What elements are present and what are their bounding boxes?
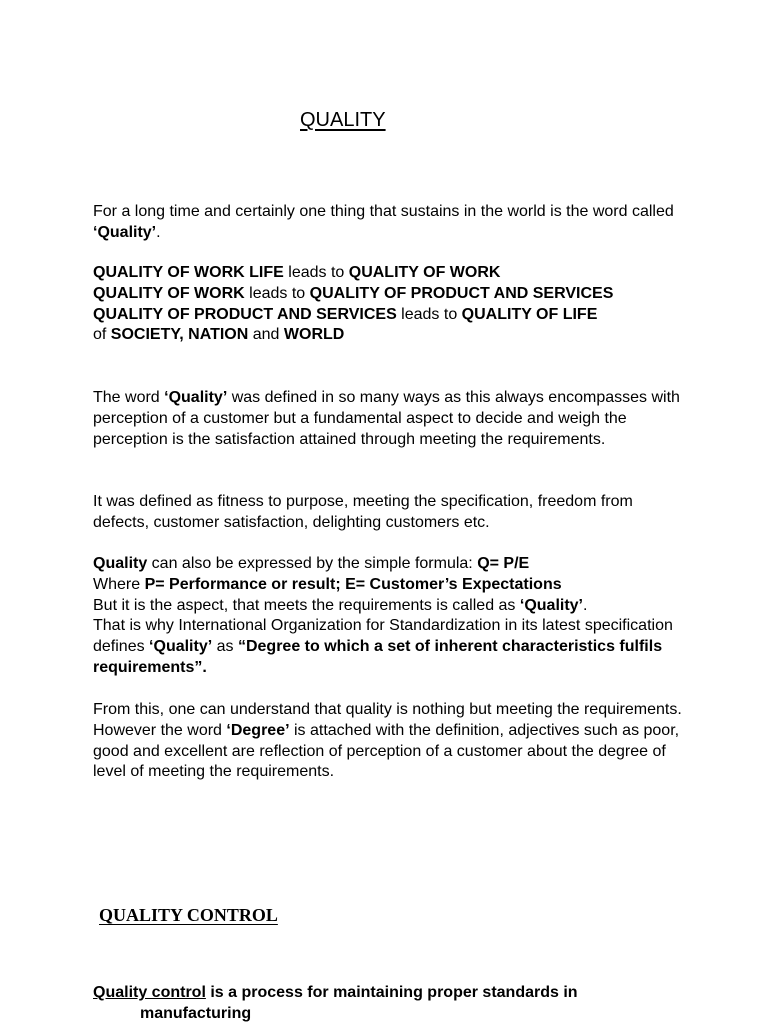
chain-4-a: of (93, 326, 111, 344)
fitness-paragraph (93, 492, 693, 534)
quality-chain-paragraph (93, 263, 693, 346)
formula-line-3 (93, 596, 693, 617)
formula-4-c: as (212, 638, 238, 656)
formula-3-a: But it is the aspect, that meets the requirements is called as (93, 596, 520, 614)
defined-text-a: The word (93, 389, 165, 406)
understand-text-b: is attached with the definition, adjectives such as poor, good and excellent are reflection of perception of a customer about the degree of level of meeting the requirements. (93, 721, 680, 781)
chain-4-b: SOCIETY, NATION (110, 326, 249, 344)
chain-2-a: QUALITY OF WORK (93, 284, 245, 302)
chain-4-d: WORLD (283, 326, 345, 344)
qc-def-text-b: manufacturing (140, 1004, 252, 1022)
page-title: QUALITY (300, 109, 386, 131)
understanding-paragraph (93, 700, 693, 783)
chain-3-a: QUALITY OF PRODUCT AND SERVICES (93, 305, 397, 323)
qc-def-text-a: is a process for maintaining proper standards in (205, 984, 578, 1001)
formula-line-4 (93, 616, 693, 678)
formula-3-c: . (583, 596, 588, 614)
quality-control-heading: QUALITY CONTROL (99, 905, 278, 925)
formula-1-a: Quality (93, 555, 148, 572)
defined-text-b: was defined in so many ways as this always encompasses with perception of a customer but a fundamental aspect to decide and weigh the perception is the satisfaction attained through meeting the requirements. (93, 389, 680, 448)
intro-text-a: For a long time and certainly one thing that sustains in the world is the word called (93, 203, 674, 220)
understanding-text (93, 700, 693, 783)
chain-3-b: leads to (396, 305, 462, 323)
chain-line-4 (93, 325, 693, 346)
understand-text-a: From this, one can understand that quality is nothing but meeting the requirements. However the word (93, 701, 682, 739)
chain-2-b: leads to (244, 284, 310, 302)
formula-4-d: “Degree to which a set of inherent characteristics fulfils requirements”. (93, 638, 663, 676)
quality-control-term: Quality control (93, 984, 206, 1001)
chain-2-c: QUALITY OF PRODUCT AND SERVICES (309, 284, 614, 302)
formula-2-b: P= Performance or result; E= Customer’s Expectations (144, 575, 562, 593)
defined-quality-term: ‘Quality’ (164, 389, 228, 406)
chain-1-c: QUALITY OF WORK (348, 264, 501, 281)
definition-paragraph (93, 388, 693, 450)
chain-4-c: and (248, 326, 284, 344)
formula-paragraph (93, 554, 693, 679)
definition-text (93, 388, 693, 450)
intro-text-b: . (156, 223, 161, 241)
chain-line-2 (93, 284, 693, 305)
intro-quality-term: ‘Quality’ (93, 223, 157, 241)
formula-3-b: ‘Quality’ (519, 596, 583, 614)
chain-3-c: QUALITY OF LIFE (461, 305, 598, 323)
chain-line-1 (93, 263, 693, 284)
formula-4-a: That is why International Organization for Standardization in its latest specification defines (93, 617, 673, 656)
formula-line-2 (93, 575, 693, 596)
understand-degree-term: ‘Degree’ (226, 721, 290, 739)
formula-line-1 (93, 554, 693, 575)
intro-paragraph (93, 202, 693, 244)
fitness-text: It was defined as fitness to purpose, meeting the specification, freedom from defects, customer satisfaction, delighting customers etc. (93, 493, 633, 531)
formula-1-c: Q= P/E (477, 555, 530, 572)
formula-4-b: ‘Quality’ (149, 638, 213, 656)
chain-1-b: leads to (283, 264, 349, 281)
formula-2-a: Where (93, 575, 145, 593)
intro-text (93, 202, 693, 244)
chain-line-3 (93, 305, 693, 326)
formula-1-b: can also be expressed by the simple formula: (147, 555, 478, 572)
quality-control-definition (93, 983, 693, 1024)
chain-1-a: QUALITY OF WORK LIFE (93, 264, 284, 281)
